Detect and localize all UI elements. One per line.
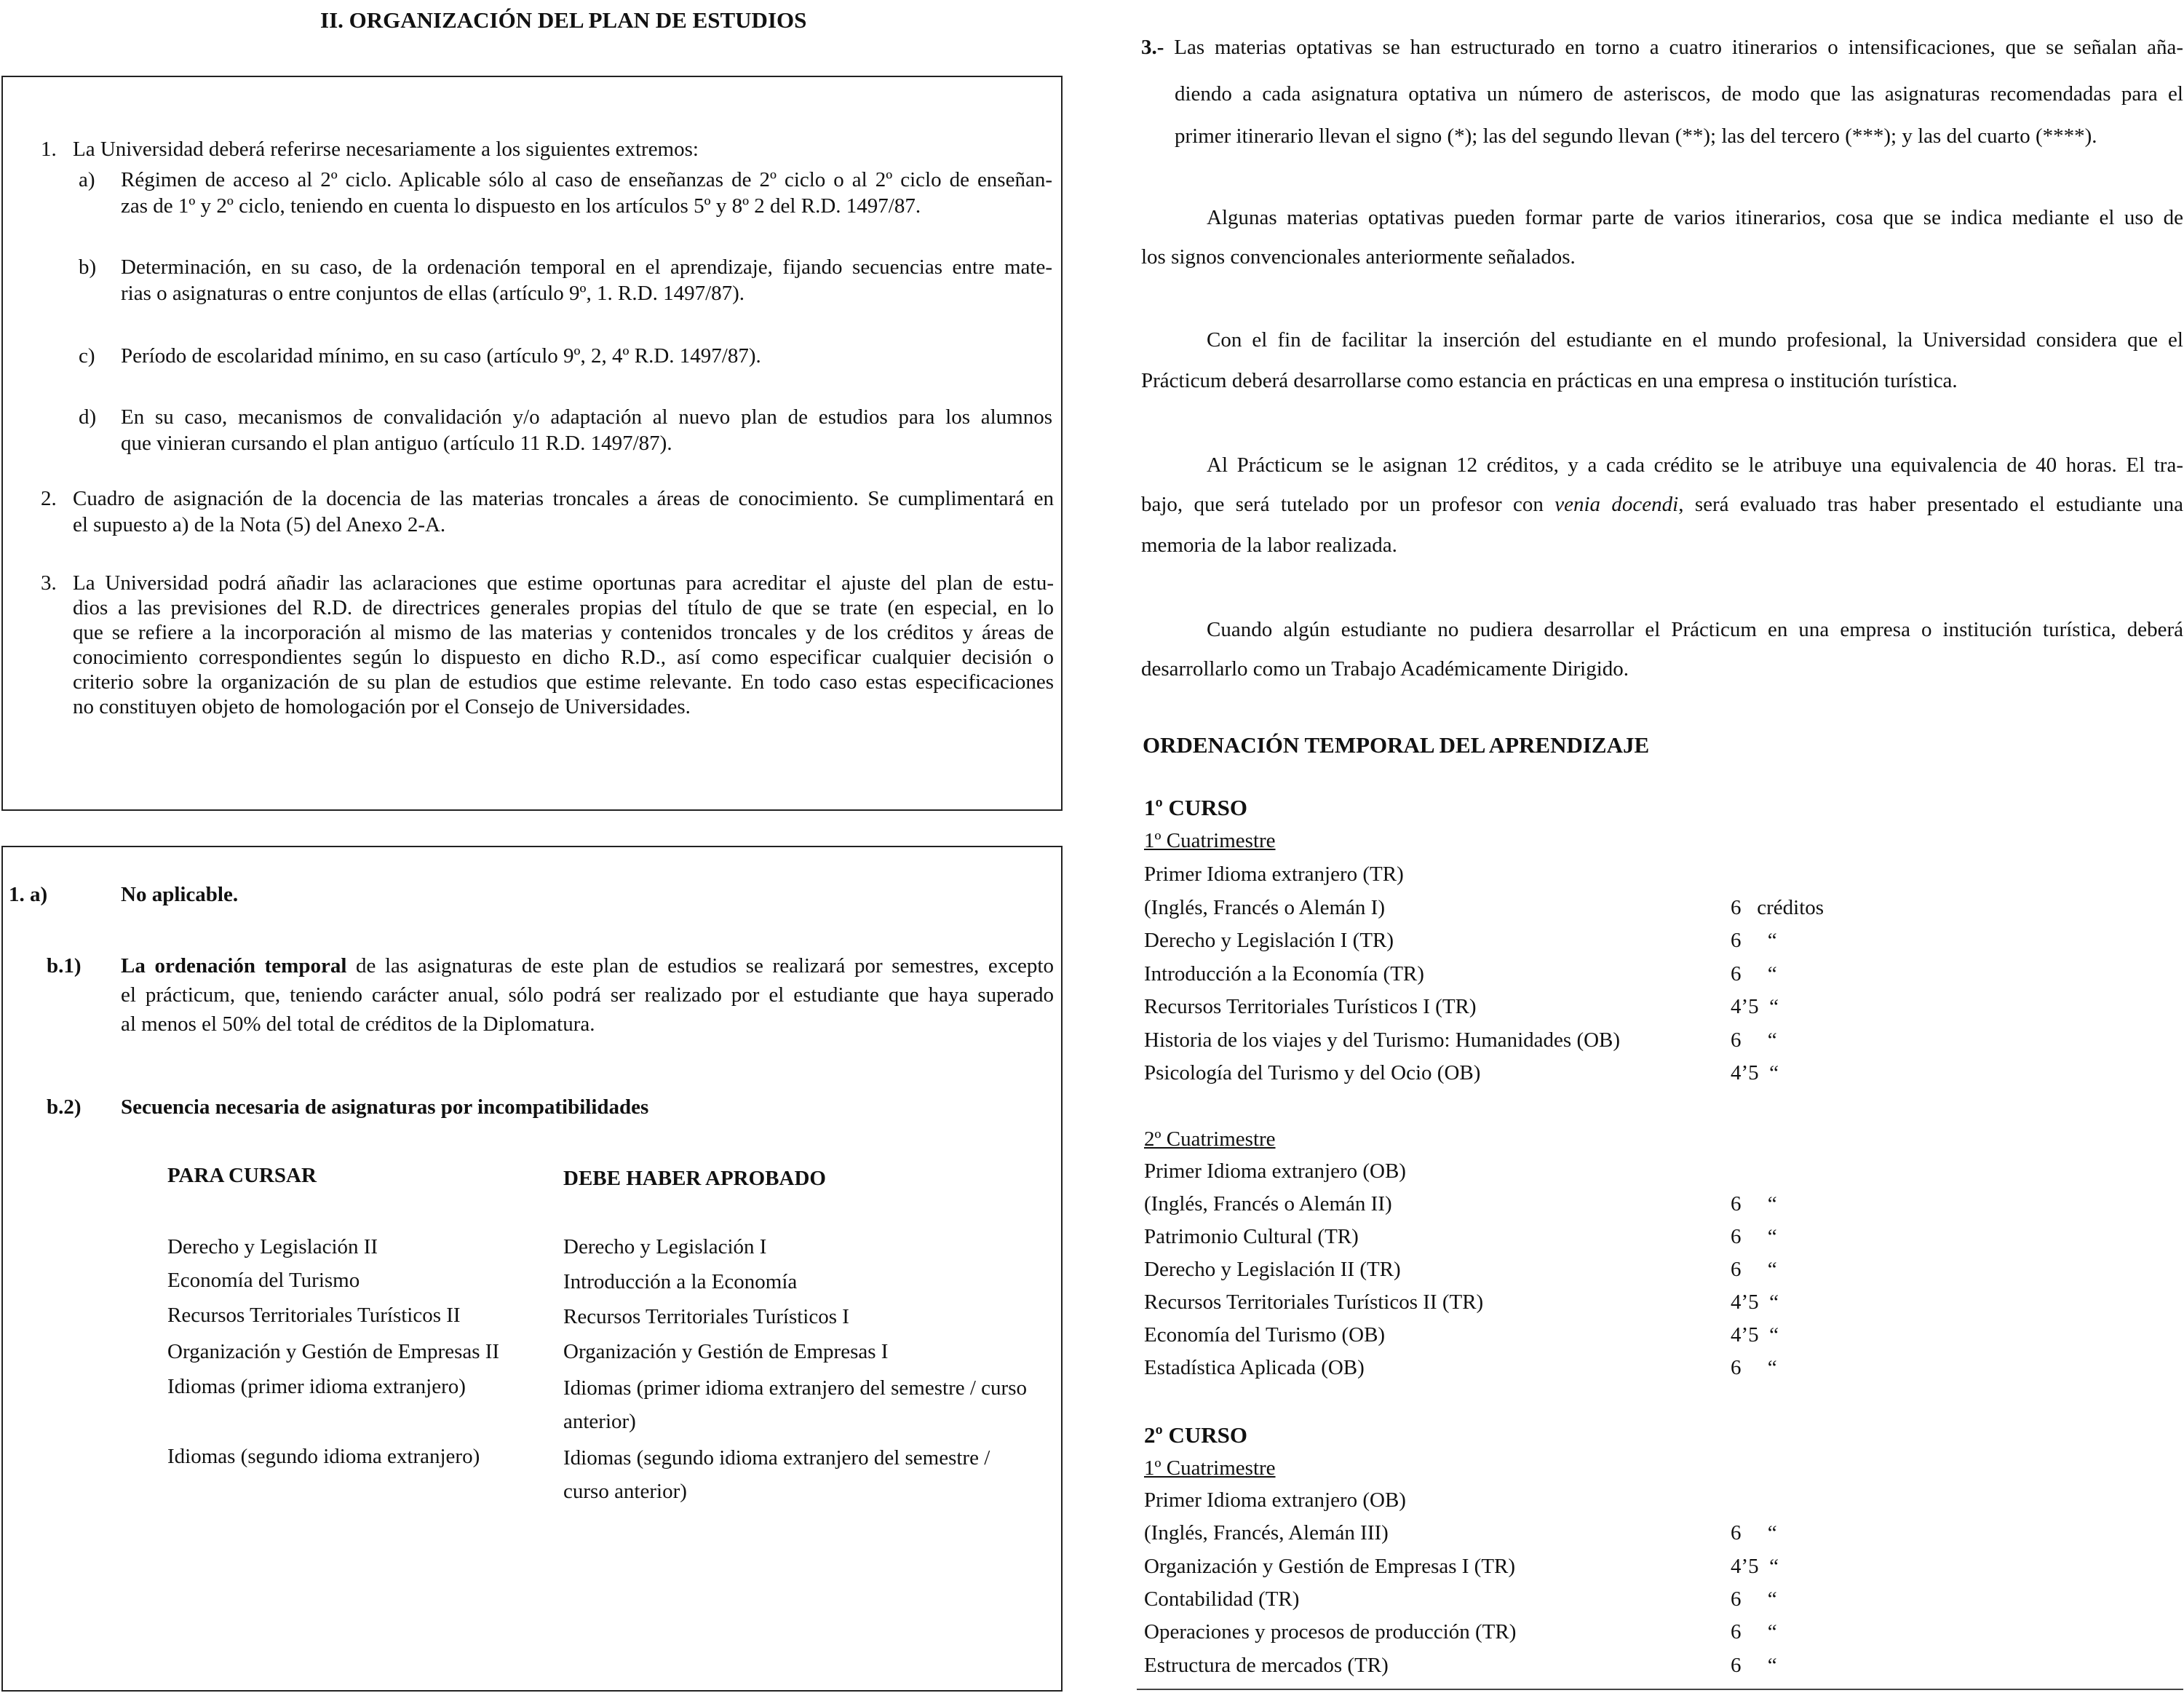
course-name: Psicología del Turismo y del Ocio (OB) — [1144, 1061, 1481, 1085]
course-name: Primer Idioma extranjero (OB) — [1144, 1488, 1406, 1512]
para-practicum-line: Prácticum deberá desarrollarse como estancia en prácticas en una empresa o institución turística. — [1141, 369, 1958, 392]
course-credits: 4’5 “ — [1731, 1061, 1779, 1085]
course-name: Economía del Turismo (OB) — [1144, 1323, 1386, 1347]
course-name: Introducción a la Economía (TR) — [1144, 962, 1424, 986]
answer-b1-text: de las asignaturas de este plan de estudios se realizará por semestres, excepto — [346, 954, 1054, 978]
course-credits: 6 créditos — [1731, 895, 1824, 919]
aprobado-cell-cont: anterior) — [563, 1410, 636, 1433]
course-credits: 4’5 “ — [1731, 1323, 1779, 1347]
item-2-line: Cuadro de asignación de la docencia de las materias troncales a áreas de conocimiento. Se cumplimentará en — [73, 487, 1054, 510]
aprobado-cell: Idiomas (segundo idioma extranjero del semestre / — [563, 1446, 990, 1470]
curso-1-sem-2-heading: 2º Cuatrimestre — [1144, 1127, 1276, 1151]
answer-b2-label: b.2) — [47, 1095, 82, 1119]
course-name: Contabilidad (TR) — [1144, 1587, 1300, 1611]
para-creditos-post: , será evaluado tras haber presentado el estudiante una — [1678, 493, 2183, 516]
para-creditos-line: memoria de la labor realizada. — [1141, 534, 1397, 557]
course-credits: 4’5 “ — [1731, 995, 1779, 1018]
para-practicum-line: Con el fin de facilitar la inserción del estudiante en el mundo profesional, la Universidad considera que el — [1207, 328, 2183, 352]
cursar-cell: Idiomas (segundo idioma extranjero) — [167, 1445, 480, 1468]
course-credits: 6 “ — [1731, 1258, 1777, 1281]
curso-1-heading: 1º CURSO — [1144, 795, 1247, 820]
aprobado-cell: Derecho y Legislación I — [563, 1235, 767, 1258]
item-a-line: zas de 1º y 2º ciclo, teniendo en cuenta lo dispuesto en los artículos 5º y 8º 2 del R.D. 1497/87. — [121, 194, 921, 218]
item-c-line: Período de escolaridad mínimo, en su caso (artículo 9º, 2, 4º R.D. 1497/87). — [121, 344, 761, 368]
cursar-cell: Economía del Turismo — [167, 1269, 360, 1292]
aprobado-cell: Recursos Territoriales Turísticos I — [563, 1305, 849, 1328]
item-c-label: c) — [79, 344, 95, 368]
item-2-line: el supuesto a) de la Nota (5) del Anexo 2-A. — [73, 513, 446, 536]
cursar-cell: Derecho y Legislación II — [167, 1235, 378, 1258]
course-name: Derecho y Legislación I (TR) — [1144, 929, 1394, 952]
item-a-line: Régimen de acceso al 2º ciclo. Aplicable sólo al caso de enseñanzas de 2º ciclo o al 2º ciclo de enseñan- — [121, 168, 1052, 191]
item-3-line: La Universidad podrá añadir las aclaraciones que estime oportunas para acreditar el ajuste del plan de estu- — [73, 571, 1054, 595]
item-a-label: a) — [79, 168, 95, 191]
para-creditos-line: Al Prácticum se le asignan 12 créditos, y a cada crédito se le atribuye una equivalencia de 40 horas. El tra- — [1207, 453, 2183, 477]
answer-b2-text: Secuencia necesaria de asignaturas por incompatibilidades — [121, 1095, 649, 1119]
item-b-line: Determinación, en su caso, de la ordenación temporal en el aprendizaje, fijando secuencias entre mate- — [121, 255, 1052, 279]
course-credits: 6 “ — [1731, 1192, 1777, 1216]
item-b-line: rias o asignaturas o entre conjuntos de ellas (artículo 9º, 1. R.D. 1497/87). — [121, 282, 745, 305]
aprobado-cell: Introducción a la Economía — [563, 1270, 798, 1293]
item-d-label: d) — [79, 405, 97, 429]
course-name: Primer Idioma extranjero (TR) — [1144, 863, 1404, 886]
course-credits: 6 “ — [1731, 1356, 1777, 1379]
item-3-line: dios a las previsiones del R.D. de directrices generales propias del título de que se trate (en especial, en lo — [73, 596, 1054, 619]
course-credits: 6 “ — [1731, 1521, 1777, 1545]
aprobado-cell: Organización y Gestión de Empresas I — [563, 1340, 889, 1363]
para-creditos-pre: bajo, que será tutelado por un profesor con — [1141, 493, 1555, 516]
col-header-debe-aprobar: DEBE HABER APROBADO — [563, 1167, 826, 1190]
aprobado-cell: Idiomas (primer idioma extranjero del semestre / curso — [563, 1376, 1027, 1400]
course-credits: 6 “ — [1731, 929, 1777, 952]
col-header-para-cursar: PARA CURSAR — [167, 1164, 317, 1187]
curso-2-sem-1-heading: 1º Cuatrimestre — [1144, 1456, 1276, 1480]
item-d-line: En su caso, mecanismos de convalidación y/o adaptación al nuevo plan de estudios para los alumnos — [121, 405, 1052, 429]
course-name: (Inglés, Francés o Alemán I) — [1144, 895, 1385, 919]
curso-2-heading: 2º CURSO — [1144, 1422, 1247, 1448]
item-2-number: 2. — [41, 487, 57, 510]
para-optativas-line: diendo a cada asignatura optativa un número de asteriscos, de modo que las asignaturas recomendadas para el — [1175, 82, 2183, 106]
answer-b1-line: al menos el 50% del total de créditos de la Diplomatura. — [121, 1012, 595, 1036]
answer-b1-bold: La ordenación temporal — [121, 954, 347, 978]
ordenacion-title: ORDENACIÓN TEMPORAL DEL APRENDIZAJE — [1143, 732, 1650, 758]
cursar-cell: Idiomas (primer idioma extranjero) — [167, 1375, 466, 1398]
item-3-number: 3. — [41, 571, 57, 595]
answer-a-text: No aplicable. — [121, 883, 239, 906]
course-credits: 6 “ — [1731, 1653, 1777, 1677]
item-3-line: criterio sobre la organización de su plan de estudios que estime relevante. En todo caso estas especificaciones — [73, 670, 1054, 694]
course-name: Recursos Territoriales Turísticos II (TR) — [1144, 1290, 1484, 1314]
course-name: Operaciones y procesos de producción (TR) — [1144, 1620, 1517, 1644]
answer-a-label: 1. a) — [9, 883, 48, 906]
course-name: (Inglés, Francés o Alemán II) — [1144, 1192, 1392, 1216]
course-name: Estadística Aplicada (OB) — [1144, 1356, 1365, 1379]
course-name: Derecho y Legislación II (TR) — [1144, 1258, 1401, 1281]
course-credits: 6 “ — [1731, 1225, 1777, 1248]
para-itinerarios-line: Algunas materias optativas pueden formar parte de varios itinerarios, cosa que se indica mediante el uso de — [1207, 206, 2183, 229]
aprobado-cell-cont: curso anterior) — [563, 1480, 687, 1503]
course-name: Estructura de mercados (TR) — [1144, 1653, 1389, 1677]
course-credits: 6 “ — [1731, 962, 1777, 986]
course-name: Organización y Gestión de Empresas I (TR) — [1144, 1554, 1516, 1578]
curso-1-sem-1-heading: 1º Cuatrimestre — [1144, 829, 1276, 852]
course-name: (Inglés, Francés, Alemán III) — [1144, 1521, 1389, 1545]
para-itinerarios-line: los signos convencionales anteriormente señalados. — [1141, 245, 1576, 269]
course-credits: 6 “ — [1731, 1620, 1777, 1644]
course-name: Patrimonio Cultural (TR) — [1144, 1225, 1359, 1248]
cursar-cell: Recursos Territoriales Turísticos II — [167, 1304, 461, 1327]
answer-b1-line — [121, 953, 1054, 978]
item-1-number: 1. — [41, 138, 57, 161]
item-b-label: b) — [79, 255, 97, 279]
para-optativas-line — [1141, 35, 2183, 60]
course-name: Historia de los viajes y del Turismo: Humanidades (OB) — [1144, 1028, 1621, 1052]
item-1-text: La Universidad deberá referirse necesariamente a los siguientes extremos: — [73, 138, 699, 161]
course-credits: 4’5 “ — [1731, 1554, 1779, 1578]
item-3-line: que se refiere a la incorporación al mismo de las materias y contenidos troncales y de los créditos y áreas de — [73, 621, 1054, 644]
item-3-line: conocimiento correspondientes según lo dispuesto en dicho R.D., así como especificar cualquier decisión o — [73, 646, 1054, 669]
item-d-line: que vinieran cursando el plan antiguo (artículo 11 R.D. 1497/87). — [121, 432, 672, 455]
answer-b1-line: el prácticum, que, teniendo carácter anual, sólo podrá ser realizado por el estudiante que haya superado — [121, 983, 1054, 1007]
para-creditos-em: venia docendi — [1554, 493, 1679, 516]
para-creditos-line — [1141, 492, 2183, 517]
para-tad-line: Cuando algún estudiante no pudiera desarrollar el Prácticum en una empresa o institución turística, deberá — [1207, 618, 2183, 641]
course-credits: 6 “ — [1731, 1587, 1777, 1611]
course-name: Recursos Territoriales Turísticos I (TR) — [1144, 995, 1477, 1018]
course-credits: 4’5 “ — [1731, 1290, 1779, 1314]
para-tad-line: desarrollarlo como un Trabajo Académicamente Dirigido. — [1141, 657, 1629, 681]
para-optativas-text: Las materias optativas se han estructurado en torno a cuatro itinerarios o intensificaciones, que se señalan aña- — [1164, 36, 2183, 59]
para-optativas-line: primer itinerario llevan el signo (*); las del segundo llevan (**); las del tercero (***); y las del cuarto (****). — [1175, 124, 2097, 148]
cursar-cell: Organización y Gestión de Empresas II — [167, 1340, 500, 1363]
section-title: II. ORGANIZACIÓN DEL PLAN DE ESTUDIOS — [320, 7, 807, 33]
course-credits: 6 “ — [1731, 1028, 1777, 1052]
item-3-line: no constituyen objeto de homologación por el Consejo de Universidades. — [73, 695, 691, 718]
course-name: Primer Idioma extranjero (OB) — [1144, 1159, 1406, 1183]
bottom-rule — [1137, 1689, 2183, 1690]
answer-b1-label: b.1) — [47, 954, 82, 978]
para-optativas-number: 3.- — [1141, 36, 1164, 59]
